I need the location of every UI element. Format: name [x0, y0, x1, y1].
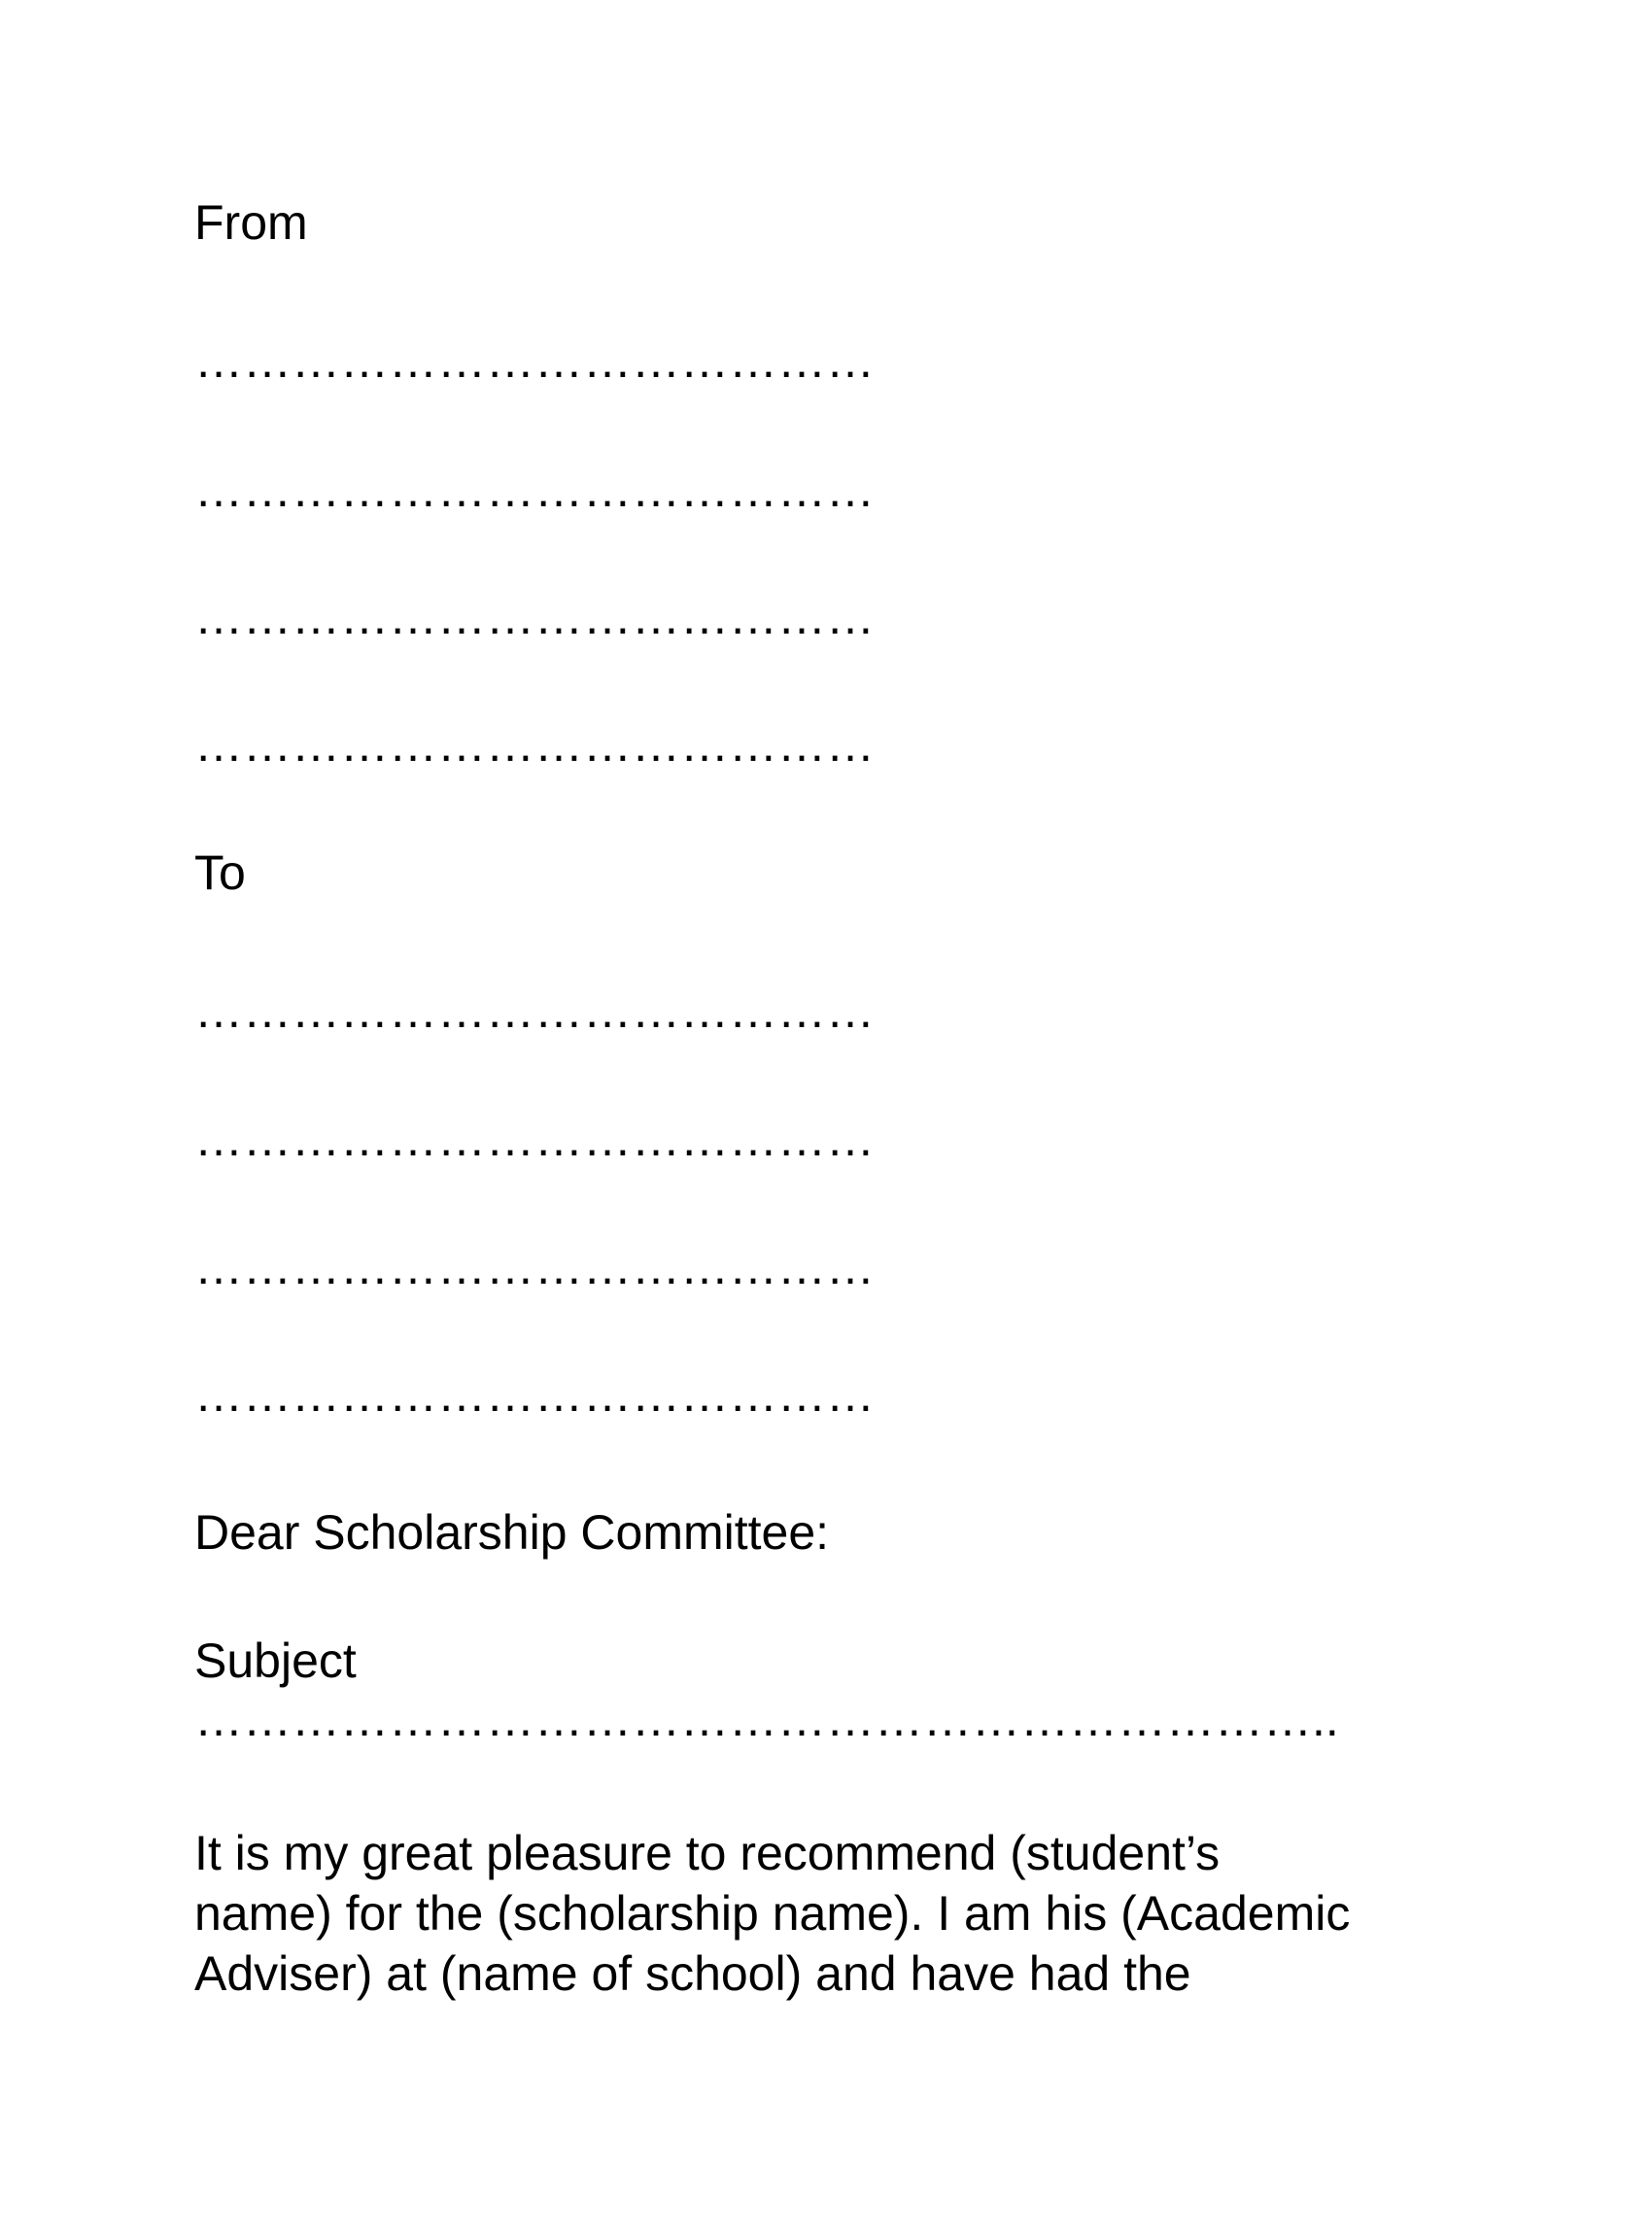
subject-label: Subject	[194, 1633, 357, 1688]
to-address-line-4: ……………………………………	[194, 1367, 875, 1422]
to-address-line-3: ……………………………………	[194, 1240, 875, 1294]
from-label: From	[194, 195, 308, 250]
from-address-line-1: ……………………………………	[194, 333, 875, 388]
body-line-3: Adviser) at (name of school) and have had the	[194, 1946, 1191, 2001]
subject-line: ……………………………………………………………..	[194, 1692, 1339, 1746]
body-line-1: It is my great pleasure to recommend (student’s	[194, 1826, 1221, 1880]
from-address-line-4: ……………………………………	[194, 717, 875, 772]
body-line-2: name) for the (scholarship name). I am his (Academic	[194, 1886, 1351, 1941]
to-address-line-2: ……………………………………	[194, 1112, 875, 1166]
to-label: To	[194, 845, 246, 900]
body-paragraph	[194, 1823, 1497, 2004]
salutation: Dear Scholarship Committee:	[194, 1505, 830, 1560]
from-address-line-3: ……………………………………	[194, 590, 875, 644]
from-address-line-2: ……………………………………	[194, 463, 875, 517]
to-address-line-1: ……………………………………	[194, 983, 875, 1038]
